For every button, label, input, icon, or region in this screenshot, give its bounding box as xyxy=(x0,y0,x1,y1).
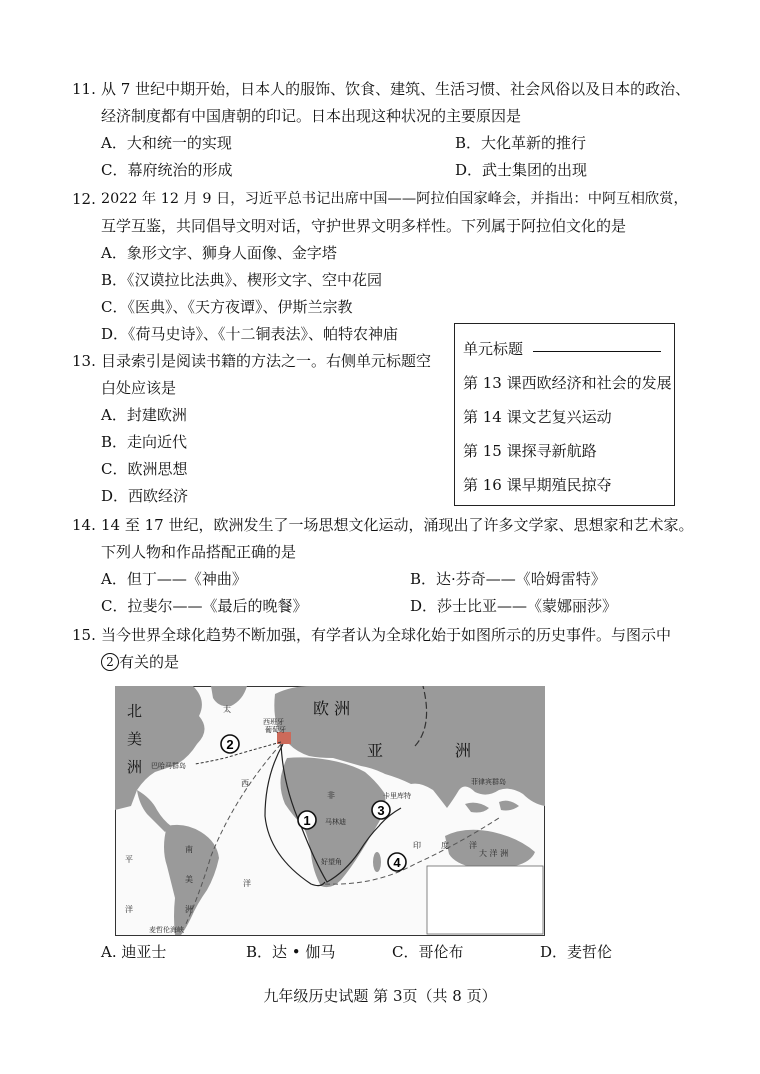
label-north: 北 xyxy=(127,702,143,720)
lesson-16: 第 16 课早期殖民掠夺 xyxy=(463,476,612,494)
label-ocean-yang: 洋 xyxy=(125,905,133,914)
q15-option-c[interactable]: C．哥伦布 xyxy=(392,943,464,961)
label-portugal: 葡萄牙 xyxy=(265,726,286,734)
label-australia: 大 洋 洲 xyxy=(479,849,509,858)
label-na-zhou: 洲 xyxy=(127,758,143,776)
page-footer: 九年级历史试题 第 3页（共 8 页） xyxy=(263,987,497,1005)
q13-option-a[interactable]: A．封建欧洲 xyxy=(101,406,187,424)
q13-stem-line2: 白处应该是 xyxy=(101,379,177,397)
marker-1-label: 1 xyxy=(303,813,311,828)
label-india-yang: 洋 xyxy=(469,841,477,850)
q13-number: 13. xyxy=(72,352,96,370)
unit-contents-box xyxy=(454,323,675,506)
label-atlantic-yang: 洋 xyxy=(243,879,251,888)
madagascar-shape xyxy=(373,852,381,872)
unit-title-blank xyxy=(533,339,661,352)
label-spain: 西班牙 xyxy=(263,718,284,726)
label-calicut: 卡里库特 xyxy=(383,792,411,800)
marker-4 xyxy=(388,853,406,871)
label-ocean-tai: 太 xyxy=(223,705,231,714)
q15-option-d[interactable]: D．麦哲伦 xyxy=(540,943,613,961)
q11-stem-line2: 经济制度都有中国唐朝的印记。日本出现这种状况的主要原因是 xyxy=(101,107,522,125)
label-na-mei: 美 xyxy=(127,730,143,748)
q15-option-b[interactable]: B．达 • 伽马 xyxy=(246,943,336,961)
q12-option-b[interactable]: B．《汉谟拉比法典》、楔形文字、空中花园 xyxy=(101,271,383,289)
q15-stem-line2-text: 有关的是 xyxy=(119,653,180,671)
marker-3-label: 3 xyxy=(377,803,385,818)
q14-option-a[interactable]: A．但丁——《神曲》 xyxy=(101,570,247,588)
label-ocean-ping: 平 xyxy=(125,855,133,864)
q12-option-d[interactable]: D．《荷马史诗》、《十二铜表法》、帕特农神庙 xyxy=(101,325,399,343)
label-cape: 好望角 xyxy=(321,858,342,866)
q13-option-c[interactable]: C．欧洲思想 xyxy=(101,460,188,478)
marker-2 xyxy=(221,735,239,753)
q14-stem-line2: 下列人物和作品搭配正确的是 xyxy=(101,543,297,561)
label-asia-zhou: 洲 xyxy=(455,741,472,760)
q14-number: 14. xyxy=(72,516,96,534)
q14-option-c[interactable]: C．拉斐尔——《最后的晚餐》 xyxy=(101,597,308,615)
q15-number: 15. xyxy=(72,626,96,644)
q11-number: 11. xyxy=(72,80,96,98)
label-sa-nan: 南 xyxy=(185,845,193,854)
q15-stem-line1: 当今世界全球化趋势不断加强，有学者认为全球化始于如图所示的历史事件。与图示中 xyxy=(101,626,672,644)
marker-2-label: 2 xyxy=(226,737,234,752)
new-sea-routes-map xyxy=(115,686,545,936)
q11-option-d[interactable]: D．武士集团的出现 xyxy=(455,161,588,179)
label-europe: 欧 洲 xyxy=(313,699,351,718)
label-india-yin: 印 xyxy=(413,841,421,850)
q13-option-d[interactable]: D．西欧经济 xyxy=(101,487,189,505)
marker-1 xyxy=(298,811,316,829)
q12-stem-line2: 互学互鉴，共同倡导文明对话，守护世界文明多样性。下列属于阿拉伯文化的是 xyxy=(101,217,627,235)
q11-stem-line1: 从 7 世纪中期开始，日本人的服饰、饮食、建筑、生活习惯、社会风俗以及日本的政治、 xyxy=(101,80,691,98)
q12-number: 12. xyxy=(72,190,96,208)
q11-option-c[interactable]: C．幕府统治的形成 xyxy=(101,161,233,179)
lesson-13: 第 13 课西欧经济和社会的发展 xyxy=(463,374,672,392)
q11-option-b[interactable]: B．大化革新的推行 xyxy=(455,134,587,152)
q11-option-a[interactable]: A．大和统一的实现 xyxy=(101,134,232,152)
label-magellan-strait: 麦哲伦海峡 xyxy=(149,926,184,934)
lesson-14: 第 14 课文艺复兴运动 xyxy=(463,408,612,426)
label-malindi: 马林迪 xyxy=(325,818,346,826)
lesson-15: 第 15 课探寻新航路 xyxy=(463,442,597,460)
q15-stem-line2 xyxy=(101,652,179,672)
q14-option-b[interactable]: B．达·芬奇——《哈姆雷特》 xyxy=(410,570,606,588)
unit-title-label: 单元标题 xyxy=(463,340,524,358)
q12-stem-line1: 2022 年 12 月 9 日，习近平总书记出席中国——阿拉伯国家峰会，并指出：中阿互相欣赏， xyxy=(101,191,688,207)
q12-option-a[interactable]: A．象形文字、狮身人面像、金字塔 xyxy=(101,244,337,262)
q14-option-d[interactable]: D．莎士比亚——《蒙娜丽莎》 xyxy=(410,597,618,615)
marker-3 xyxy=(372,801,390,819)
label-asia-ya: 亚 xyxy=(367,741,384,760)
label-sa-zhou: 洲 xyxy=(185,905,193,914)
q13-option-b[interactable]: B．走向近代 xyxy=(101,433,188,451)
label-philippines: 菲律宾群岛 xyxy=(471,778,506,786)
inset-box xyxy=(427,866,543,934)
label-india-du: 度 xyxy=(441,841,449,850)
marker-4-label: 4 xyxy=(393,855,401,870)
q12-option-c[interactable]: C．《医典》、《天方夜谭》、伊斯兰宗教 xyxy=(101,298,353,316)
unit-title-row xyxy=(463,339,661,359)
q15-marker-2: 2 xyxy=(101,653,119,671)
q13-stem-line1: 目录索引是阅读书籍的方法之一。右侧单元标题空 xyxy=(101,352,432,370)
q14-stem-line1: 14 至 17 世纪，欧洲发生了一场思想文化运动，涌现出了许多文学家、思想家和艺术家。 xyxy=(101,516,694,534)
label-africa: 非 xyxy=(327,791,335,800)
label-bahamas: 巴哈马群岛 xyxy=(151,762,186,770)
label-atlantic-xi: 西 xyxy=(241,779,249,788)
label-sa-mei: 美 xyxy=(185,875,193,884)
q15-option-a[interactable]: A. 迪亚士 xyxy=(101,943,167,961)
